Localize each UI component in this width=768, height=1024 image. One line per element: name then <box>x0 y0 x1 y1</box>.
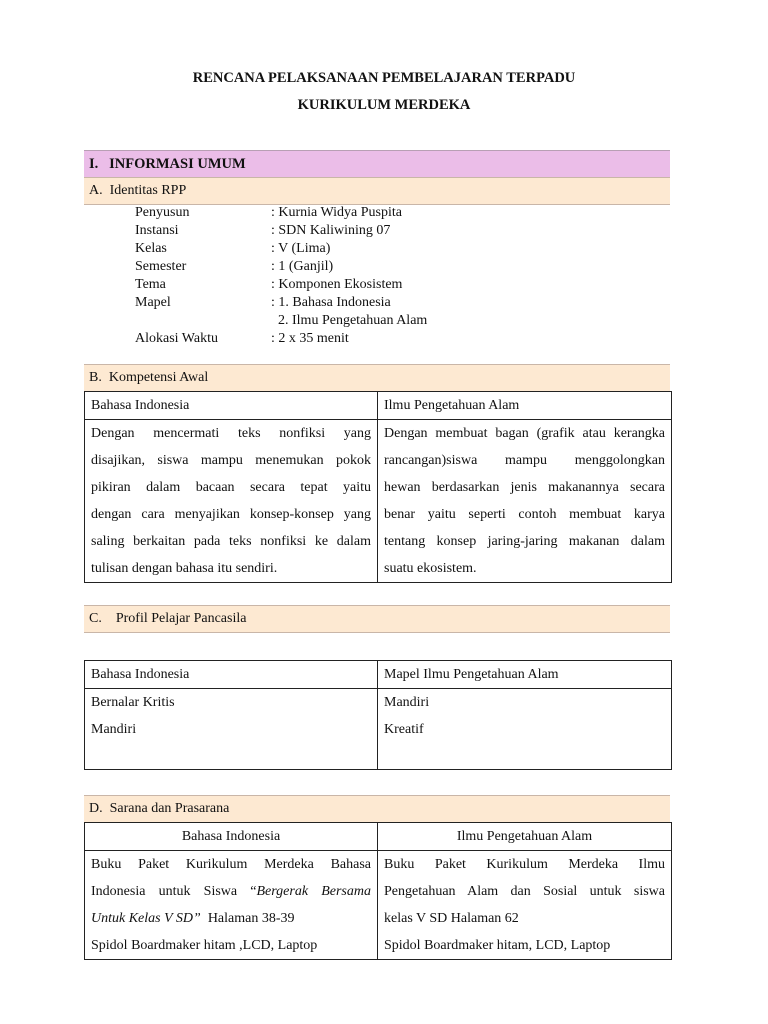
sarana-ipa-cell <box>378 851 672 960</box>
identitas-row <box>0 295 768 313</box>
table-row <box>85 420 672 583</box>
identitas-label: Mapel <box>135 295 171 310</box>
text-line: tentang konsep jaring-jaring makanan dalam <box>384 534 665 549</box>
table-row <box>85 851 672 960</box>
identitas-row <box>0 241 768 259</box>
identitas-row <box>0 205 768 223</box>
section-kompetensi-awal-header <box>84 364 670 392</box>
section-profil-pelajar-header <box>84 605 670 633</box>
section-informasi-umum-header <box>84 150 670 178</box>
identitas-label: Tema <box>135 277 166 292</box>
text-segment: Indonesia untuk Siswa “ <box>91 884 257 899</box>
text-line: Dengan membuat bagan (grafik atau kerangka <box>384 426 665 441</box>
identitas-label: Alokasi Waktu <box>135 331 218 346</box>
text-line: dengan cara menyajikan konsep-konsep yang <box>91 507 371 522</box>
text-line: saling berkaitan pada teks nonfiksi ke dalam <box>91 534 371 549</box>
text-line: Spidol Boardmaker hitam ,LCD, Laptop <box>91 938 318 953</box>
text-line: Buku Paket Kurikulum Merdeka Ilmu <box>384 857 665 872</box>
text-line: suatu ekosistem. <box>384 561 477 576</box>
kompetensi-bahasa-indonesia-cell <box>85 420 378 583</box>
identitas-row <box>0 331 768 349</box>
identitas-value: : 1. Bahasa Indonesia <box>271 295 391 310</box>
text-line: Dengan mencermati teks nonfiksi yang <box>91 426 371 441</box>
list-item: Mandiri <box>384 695 430 710</box>
identitas-row <box>0 277 768 295</box>
section-identitas-header <box>84 177 670 205</box>
section-profil-pelajar-label: C. Profil Pelajar Pancasila <box>89 611 247 626</box>
kompetensi-awal-table <box>84 391 672 583</box>
document-title-line1: RENCANA PELAKSANAAN PEMBELAJARAN TERPADU <box>192 70 576 86</box>
col-header-ipa: Ilmu Pengetahuan Alam <box>378 392 672 420</box>
book-title-italic: Untuk Kelas V SD” <box>91 911 201 926</box>
text-line: tulisan dengan bahasa itu sendiri. <box>91 561 278 576</box>
book-title-italic: Bergerak Bersama <box>256 884 371 899</box>
text-segment: Halaman 38-39 <box>200 911 295 926</box>
identitas-value: : Komponen Ekosistem <box>271 277 403 292</box>
identitas-value: : Kurnia Widya Puspita <box>271 205 402 220</box>
identitas-row <box>0 313 768 331</box>
identitas-value: : V (Lima) <box>271 241 331 256</box>
identitas-label: Penyusun <box>135 205 190 220</box>
col-header-ipa: Ilmu Pengetahuan Alam <box>378 823 672 851</box>
text-line: benar yaitu seperti contoh membuat karya <box>384 507 665 522</box>
profil-pelajar-table <box>84 660 672 770</box>
col-header-bahasa-indonesia: Bahasa Indonesia <box>85 661 378 689</box>
table-header-row <box>85 823 672 851</box>
section-informasi-umum-label: I. INFORMASI UMUM <box>89 156 246 172</box>
text-line: disajikan, siswa mampu menemukan pokok <box>91 453 371 468</box>
identitas-value: : 1 (Ganjil) <box>271 259 334 274</box>
text-line: Buku Paket Kurikulum Merdeka Bahasa <box>91 857 371 872</box>
table-header-row <box>85 392 672 420</box>
identitas-label: Instansi <box>135 223 179 238</box>
identitas-value: : 2 x 35 menit <box>271 331 349 346</box>
list-item: Mandiri <box>91 722 137 737</box>
sarana-bahasa-indonesia-cell <box>85 851 378 960</box>
identitas-label: Kelas <box>135 241 167 256</box>
text-line: Pengetahuan Alam dan Sosial untuk siswa <box>384 884 665 899</box>
sarana-prasarana-table <box>84 822 672 960</box>
text-line <box>91 905 371 932</box>
section-sarana-prasarana-label: D. Sarana dan Prasarana <box>89 801 230 816</box>
col-header-bahasa-indonesia: Bahasa Indonesia <box>85 823 378 851</box>
text-line: rancangan)siswa mampu menggolongkan <box>384 453 665 468</box>
section-sarana-prasarana-header <box>84 795 670 823</box>
kompetensi-ipa-cell <box>378 420 672 583</box>
text-line <box>91 878 371 905</box>
table-row <box>85 689 672 770</box>
table-header-row <box>85 661 672 689</box>
col-header-mapel-ipa: Mapel Ilmu Pengetahuan Alam <box>378 661 672 689</box>
document-title-line2: KURIKULUM MERDEKA <box>297 97 471 113</box>
identitas-row <box>0 259 768 277</box>
identitas-value: 2. Ilmu Pengetahuan Alam <box>271 313 428 328</box>
list-item: Bernalar Kritis <box>91 695 175 710</box>
text-line: Spidol Boardmaker hitam, LCD, Laptop <box>384 938 611 953</box>
list-item: Kreatif <box>384 722 424 737</box>
profil-ipa-cell <box>378 689 672 770</box>
text-line: pikiran dalam bacaan secara tepat yaitu <box>91 480 371 495</box>
identitas-row <box>0 223 768 241</box>
col-header-bahasa-indonesia: Bahasa Indonesia <box>85 392 378 420</box>
text-line: hewan berdasarkan jenis makanannya secara <box>384 480 665 495</box>
profil-bahasa-indonesia-cell <box>85 689 378 770</box>
section-kompetensi-awal-label: B. Kompetensi Awal <box>89 370 209 385</box>
text-line: kelas V SD Halaman 62 <box>384 911 519 926</box>
section-identitas-label: A. Identitas RPP <box>89 183 187 198</box>
identitas-value: : SDN Kaliwining 07 <box>271 223 391 238</box>
identitas-label: Semester <box>135 259 187 274</box>
